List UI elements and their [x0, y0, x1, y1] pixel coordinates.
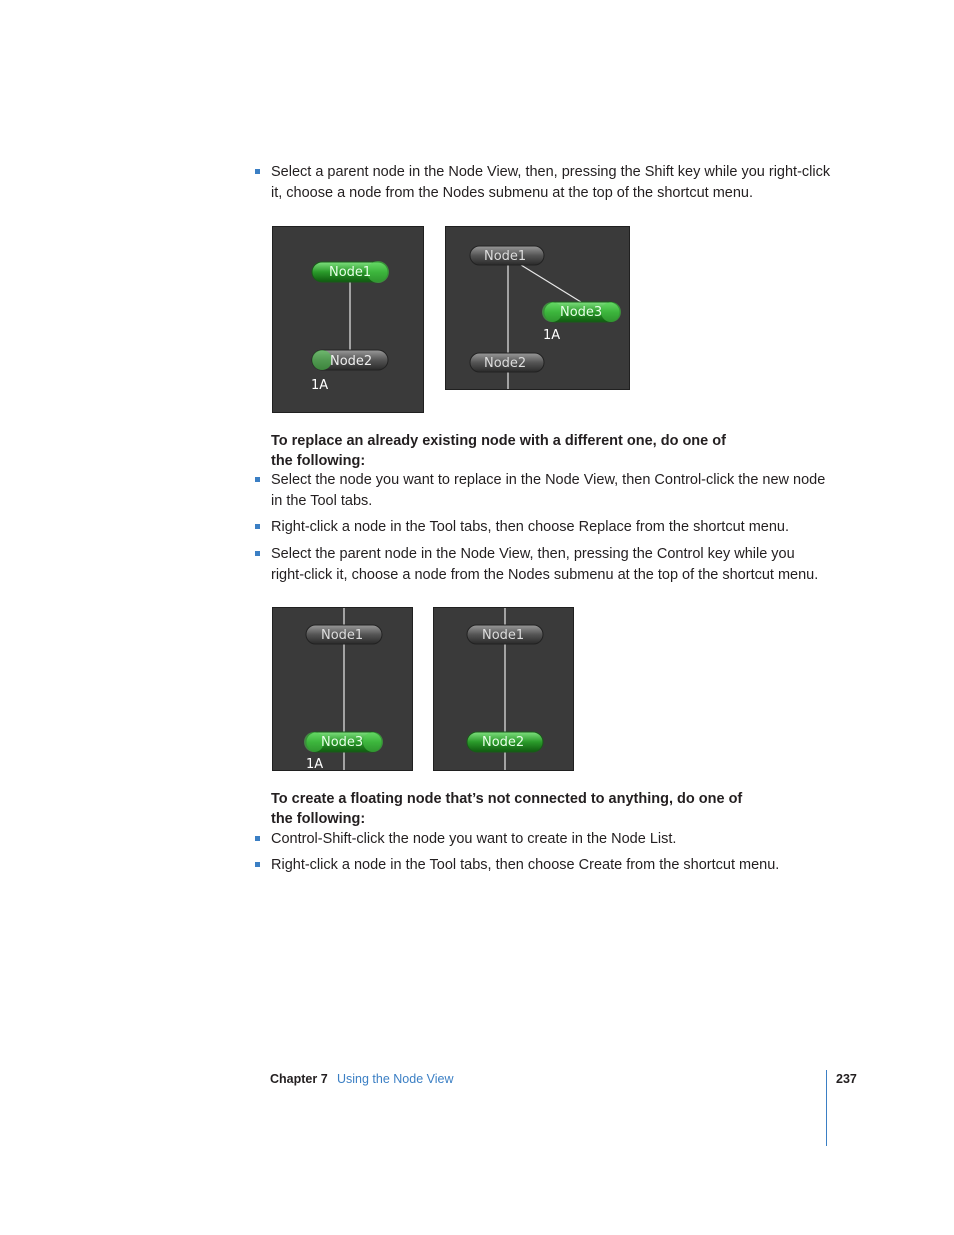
- node3-label: Node3: [560, 305, 603, 320]
- footer-chapter-title: Using the Node View: [337, 1072, 454, 1086]
- bullet-text: Select the parent node in the Node View, then, pressing the Control key while you right-click it, choose a node from the Nodes submenu at the top of the shortcut menu.: [271, 546, 819, 583]
- bullet-marker: [255, 524, 260, 529]
- bullet-text: Select a parent node in the Node View, then, pressing the Shift key while you right-click it, choose a node from the Nodes submenu at the top of the shortcut menu.: [271, 164, 831, 201]
- node-view-screenshot: [433, 607, 574, 771]
- bullet-marker: [255, 169, 260, 174]
- bullet-text: Control-Shift-click the node you want to create in the Node List.: [271, 831, 677, 847]
- section-heading: To replace an already existing node with a different one, do one of the following:: [271, 433, 726, 469]
- footer-divider: [826, 1070, 827, 1146]
- page-number: 237: [836, 1072, 857, 1086]
- bullet-marker: [255, 477, 260, 482]
- node2-label: Node2: [484, 356, 527, 371]
- node-view-screenshot: [445, 226, 630, 390]
- bullet-marker: [255, 551, 260, 556]
- input-label: 1A: [306, 757, 324, 772]
- input-label: 1A: [311, 378, 329, 393]
- node2-label: Node2: [330, 354, 373, 369]
- node3-label: Node3: [321, 735, 364, 750]
- node1-label: Node1: [482, 628, 525, 643]
- footer-chapter: Chapter 7: [270, 1072, 328, 1086]
- node-view-screenshot: [272, 226, 424, 413]
- node2-label: Node2: [482, 735, 525, 750]
- input-label: 1A: [543, 328, 561, 343]
- node1-label: Node1: [329, 265, 372, 280]
- section-heading: To create a floating node that’s not connected to anything, do one of the following:: [271, 791, 743, 827]
- bullet-text: Right-click a node in the Tool tabs, then choose Replace from the shortcut menu.: [271, 519, 789, 535]
- bullet-text: Right-click a node in the Tool tabs, then choose Create from the shortcut menu.: [271, 857, 780, 873]
- node1-label: Node1: [321, 628, 364, 643]
- node1-label: Node1: [484, 249, 527, 264]
- bullet-marker: [255, 862, 260, 867]
- node-view-screenshot: [272, 607, 413, 771]
- bullet-text: Select the node you want to replace in the Node View, then Control-click the new node in the Tool tabs.: [271, 472, 826, 509]
- bullet-marker: [255, 836, 260, 841]
